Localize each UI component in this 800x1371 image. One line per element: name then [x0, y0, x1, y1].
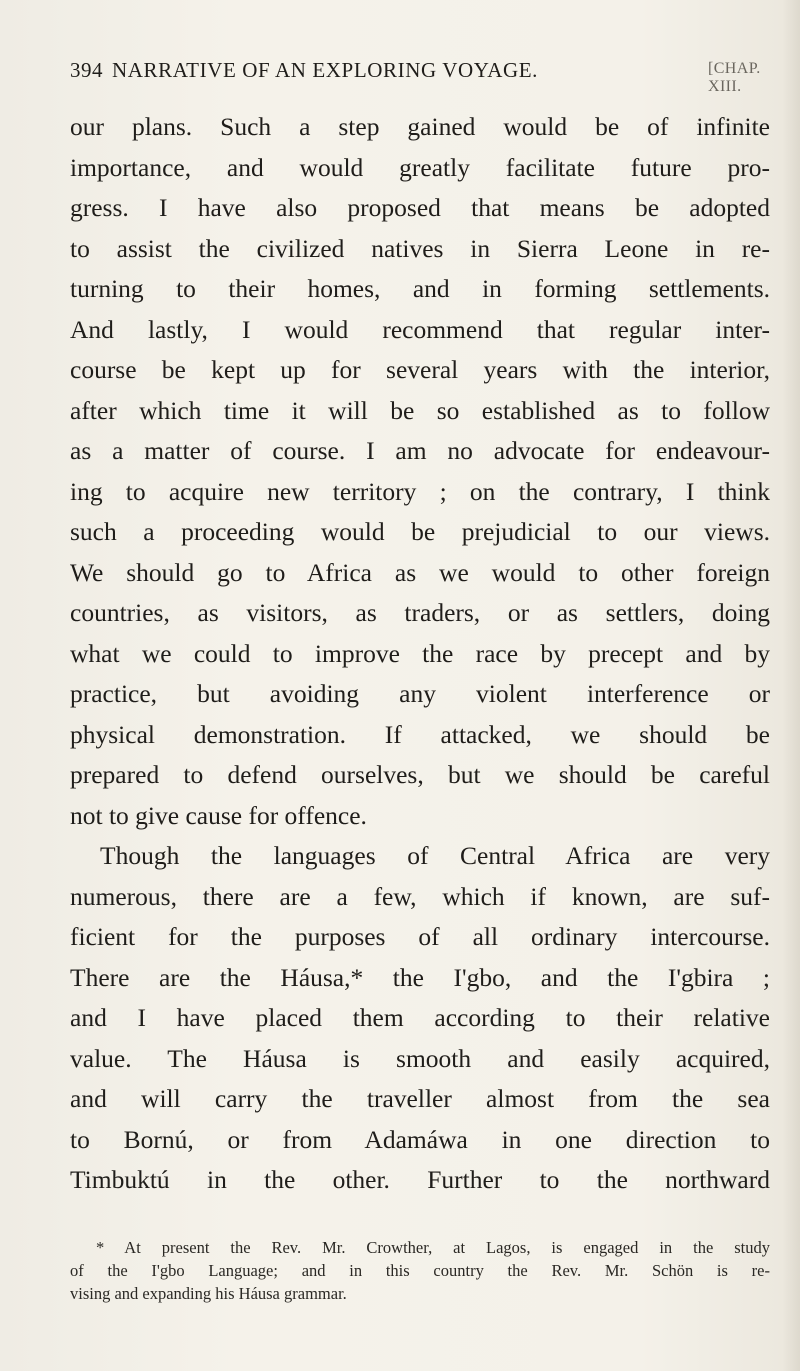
text-line: and will carry the traveller almost from the sea — [70, 1084, 770, 1113]
text-line: what we could to improve the race by precept and by — [70, 638, 770, 668]
text-line: gress. I have also proposed that means be adopted — [70, 193, 770, 222]
text-line: And lastly, I would recommend that regular inter- — [70, 314, 770, 344]
page-edge-shadow — [782, 0, 800, 1371]
text-line: to Bornú, or from Adamáwa in one direction to — [70, 1124, 770, 1154]
chapter-reference: [CHAP. XIII. — [708, 60, 761, 95]
running-title: NARRATIVE OF AN EXPLORING VOYAGE. — [112, 58, 539, 82]
text-line: such a proceeding would be prejudicial to our views. — [70, 517, 770, 546]
text-line: ficient for the purposes of all ordinary intercourse. — [70, 922, 770, 951]
footnote — [70, 1236, 770, 1305]
text-line: after which time it will be so established as to follow — [70, 395, 770, 425]
page-number: 394 — [70, 58, 103, 82]
body-text — [70, 107, 770, 1201]
footnote-line: of the I'gbo Language; and in this country the Rev. Mr. Schön is re- — [70, 1261, 770, 1280]
text-line: and I have placed them according to their relative — [70, 1003, 770, 1032]
text-line: ing to acquire new territory ; on the contrary, I think — [70, 476, 770, 506]
text-line: our plans. Such a step gained would be of infinite — [70, 112, 770, 141]
text-line: turning to their homes, and in forming settlements. — [70, 274, 770, 303]
text-line: Timbuktú in the other. Further to the northward — [70, 1165, 770, 1194]
running-header — [70, 58, 770, 95]
text-line: as a matter of course. I am no advocate for endeavour- — [70, 436, 770, 465]
text-line: There are the Háusa,* the I'gbo, and the I'gbira ; — [70, 962, 770, 992]
text-line: physical demonstration. If attacked, we should be — [70, 719, 770, 749]
footnote-line: vising and expanding his Háusa grammar. — [70, 1284, 347, 1303]
paragraph-start-line: Though the languages of Central Africa are very — [100, 841, 770, 870]
paragraph-end-line: not to give cause for offence. — [70, 800, 367, 830]
text-line: numerous, there are a few, which if known, are suf- — [70, 881, 770, 911]
text-line: to assist the civilized natives in Sierra Leone in re- — [70, 233, 770, 263]
text-line: value. The Háusa is smooth and easily acquired, — [70, 1043, 770, 1073]
text-line: course be kept up for several years with the interior, — [70, 355, 770, 384]
text-line: prepared to defend ourselves, but we should be careful — [70, 760, 770, 789]
text-line: importance, and would greatly facilitate future pro- — [70, 152, 770, 182]
text-line: countries, as visitors, as traders, or as settlers, doing — [70, 598, 770, 627]
text-line: practice, but avoiding any violent interference or — [70, 679, 770, 708]
text-line: We should go to Africa as we would to other foreign — [70, 557, 770, 587]
footnote-line: * At present the Rev. Mr. Crowther, at Lagos, is engaged in the study — [96, 1238, 770, 1257]
